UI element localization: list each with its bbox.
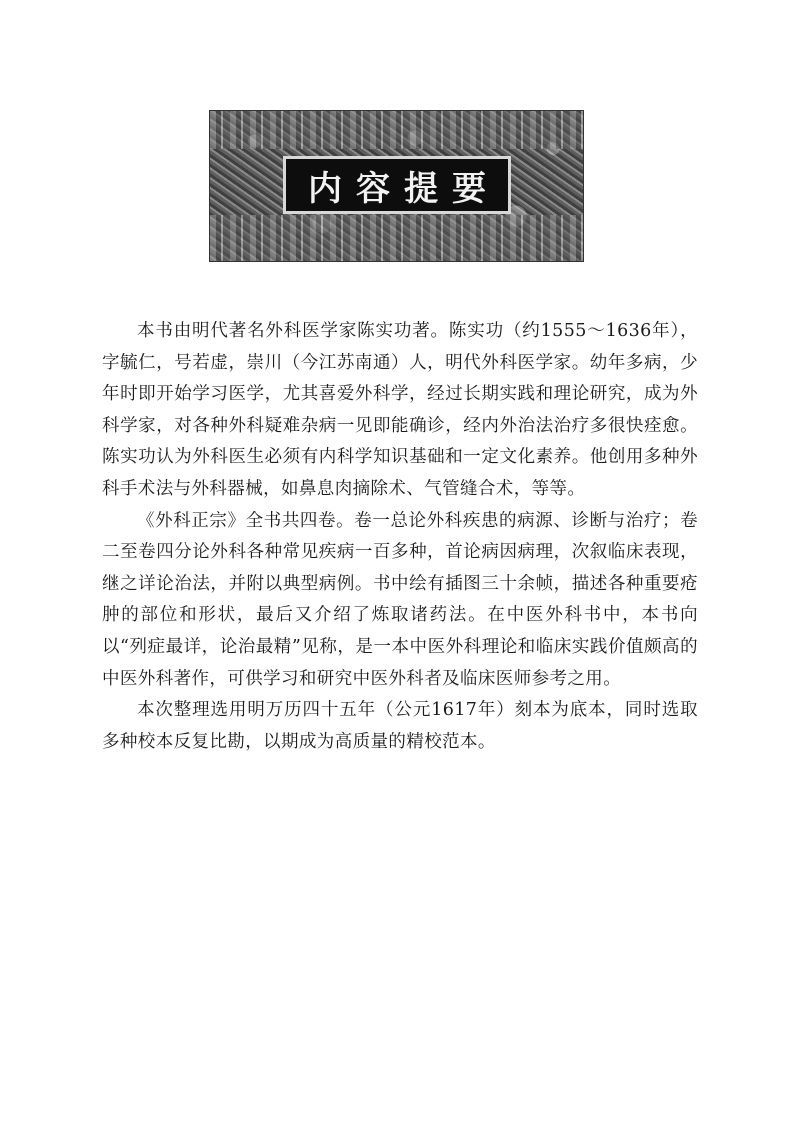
paragraph-edition-note: 本次整理选用明万历四十五年（公元1617年）刻本为底本，同时选取多种校本反复比勘，以期成为高质量的精校范本。 [102,700,698,752]
paragraph-author: 本书由明代著名外科医学家陈实功著。陈实功（约1555～1636年），字毓仁，号若虚，崇川（今江苏南通）人，明代外科医学家。幼年多病，少年时即开始学习医学，尤其喜爱外科学，经过长期实践和理论研究，成为外科学家，对各种外科疑难杂病一见即能确诊，经内外治法治疗多很快痊愈。陈实功认为外科医生必须有内科学知识基础和一定文化素养。他创用多种外科手术法与外科器械，如鼻息肉摘除术、气管缝合术，等等。 [102,321,698,499]
banner-frieze-top [210,111,583,149]
banner-frieze-bottom [210,215,583,261]
summary-body [102,316,698,758]
paragraph-book-contents: 《外科正宗》全书共四卷。卷一总论外科疾患的病源、诊断与治疗；卷二至卷四分论外科各种常见疾病一百多种，首论病因病理，次叙临床表现，继之详论治法，并附以典型病例。书中绘有插图三十余帧，描述各种重要疮肿的部位和形状，最后又介绍了炼取诸药法。在中医外科书中，本书向以“列症最详，论治最精”见称，是一本中医外科理论和临床实践价值颇高的中医外科著作，可供学习和研究中医外科者及临床医师参考之用。 [102,510,698,689]
title-plaque [283,156,511,214]
page-title: 内容提要 [308,168,500,209]
header-banner-image [209,110,584,262]
